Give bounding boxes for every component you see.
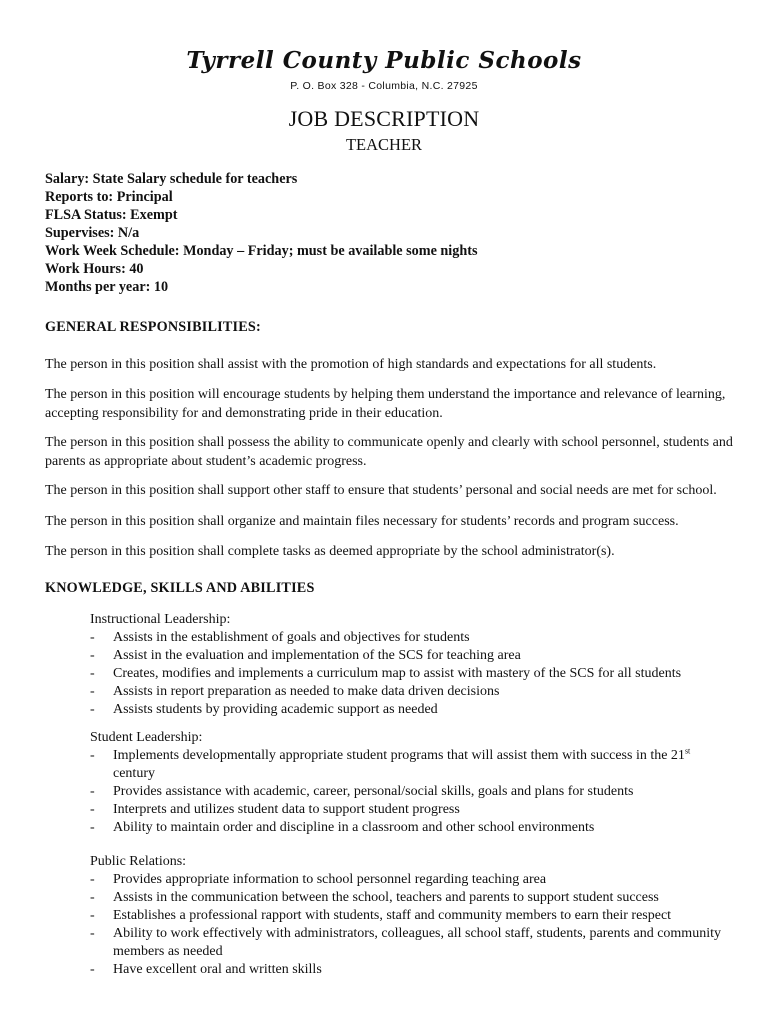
list-item: - Creates, modifies and implements a curriculum map to assist with mastery of the SCS for all students (90, 666, 682, 681)
dash-bullet: - (90, 748, 95, 763)
list-item: - Assists in report preparation as needed to make data driven decisions (90, 684, 500, 699)
organization-name: Tyrrell County Public Schools (186, 47, 582, 74)
document-title: JOB DESCRIPTION (288, 106, 480, 131)
responsibility-paragraph: The person in this position shall assist with the promotion of high standards and expectations for all students. (45, 357, 657, 372)
dash-bullet: - (90, 908, 95, 923)
fact-flsa-status: FLSA Status: Exempt (45, 207, 178, 223)
organization-address: P. O. Box 328 - Columbia, N.C. 27925 (290, 80, 478, 92)
dash-bullet: - (90, 684, 95, 699)
responsibility-paragraph: The person in this position shall complete tasks as deemed appropriate by the school administrator(s). (45, 544, 615, 559)
position-facts (45, 170, 735, 296)
dash-bullet: - (90, 784, 95, 799)
list-item: - Ability to maintain order and discipline in a classroom and other school environments (90, 820, 595, 835)
list-item: - Provides assistance with academic, career, personal/social skills, goals and plans for students (90, 784, 634, 799)
general-responsibilities-heading: GENERAL RESPONSIBILITIES: (45, 319, 261, 335)
responsibility-paragraph: The person in this position will encourage students by helping them understand the importance and relevance of learning, accepting responsibility for and demonstrating pride in their education. (45, 387, 726, 421)
dash-bullet: - (90, 802, 95, 817)
ksa-group-public-relations (90, 853, 730, 979)
responsibility-paragraph: The person in this position shall support other staff to ensure that students’ personal and social needs are met for school. (45, 483, 717, 498)
fact-work-hours: Work Hours: 40 (45, 261, 144, 277)
group-title: Public Relations: (90, 854, 187, 869)
dash-bullet: - (90, 630, 95, 645)
fact-months: Months per year: 10 (45, 279, 169, 295)
dash-bullet: - (90, 962, 95, 977)
list-item: - Assists students by providing academic support as needed (90, 702, 438, 717)
list-item: - Assist in the evaluation and implementation of the SCS for teaching area (90, 648, 521, 663)
dash-bullet: - (90, 872, 95, 887)
fact-reports-to: Reports to: Principal (45, 189, 173, 205)
list-item: - Have excellent oral and written skills (90, 962, 322, 977)
group-title: Instructional Leadership: (90, 612, 231, 627)
dash-bullet: - (90, 926, 95, 941)
fact-supervises: Supervises: N/a (45, 225, 140, 241)
document-subtitle: TEACHER (345, 135, 423, 154)
dash-bullet: - (90, 820, 95, 835)
ksa-group-instructional-leadership (90, 611, 730, 719)
ksa-group-student-leadership (90, 729, 730, 837)
fact-salary: Salary: State Salary schedule for teachers (45, 171, 298, 187)
group-title: Student Leadership: (90, 730, 203, 745)
responsibility-paragraph: The person in this position shall possess the ability to communicate openly and clearly with school personnel, students and parents as appropriate about student’s academic progress. (45, 435, 733, 469)
list-item: - Provides appropriate information to school personnel regarding teaching area (90, 872, 547, 887)
list-item: - Interprets and utilizes student data to support student progress (90, 802, 460, 817)
dash-bullet: - (90, 702, 95, 717)
ksa-heading: KNOWLEDGE, SKILLS AND ABILITIES (45, 580, 315, 596)
list-item: - Implements developmentally appropriate student programs that will assist them with success in the 21st century (90, 746, 691, 781)
fact-work-week: Work Week Schedule: Monday – Friday; must be available some nights (45, 243, 478, 259)
list-item: - Assists in the communication between the school, teachers and parents to support student success (90, 890, 659, 905)
dash-bullet: - (90, 666, 95, 681)
dash-bullet: - (90, 890, 95, 905)
responsibility-paragraph: The person in this position shall organize and maintain files necessary for students’ records and program success. (45, 514, 679, 529)
list-item: - Establishes a professional rapport with students, staff and community members to earn their respect (90, 908, 672, 923)
list-item: - Ability to work effectively with administrators, colleagues, all school staff, students, parents and community members as needed (90, 926, 721, 959)
list-item: - Assists in the establishment of goals and objectives for students (90, 630, 470, 645)
dash-bullet: - (90, 648, 95, 663)
